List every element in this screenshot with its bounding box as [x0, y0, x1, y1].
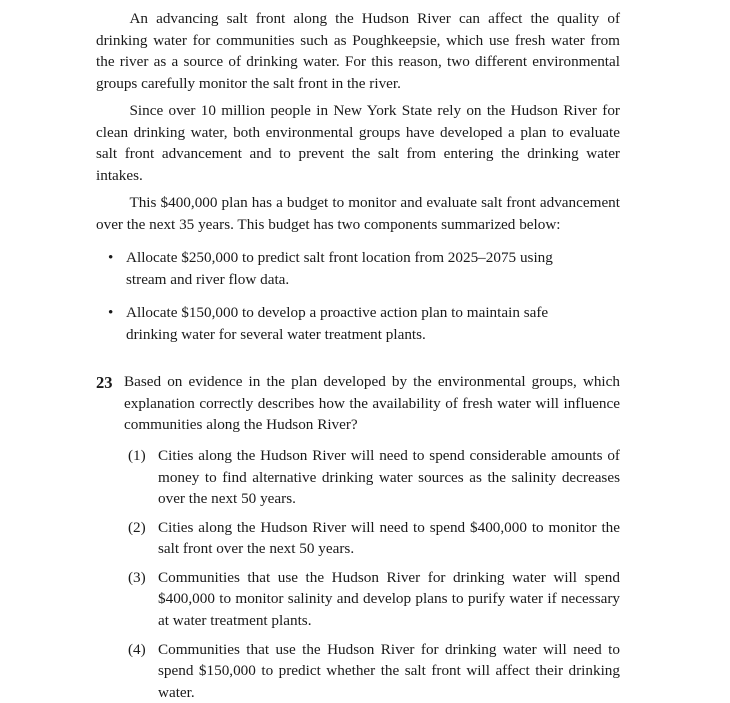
list-item [96, 247, 586, 290]
passage-paragraph-2: Since over 10 million people in New York State rely on the Hudson River for clean drinking water, both environmental groups have developed a plan to evaluate salt front advancement and to prevent the salt from entering the drinking water intakes. [96, 101, 620, 185]
choice-text: Communities that use the Hudson River for drinking water will need to spend $150,000 to predict whether the salt front will affect their drinking water. [158, 640, 620, 701]
choice-label: (4) [128, 640, 146, 658]
bullet-text: Allocate $150,000 to develop a proactive action plan to maintain safe drinking water for several water treatment plants. [126, 303, 549, 343]
answer-choice-4[interactable] [124, 639, 620, 703]
question-stem: Based on evidence in the plan developed by the environmental groups, which explanation correctly describes how the availability of fresh water will influence communities along the Hudson River? [124, 373, 620, 434]
answer-choice-2[interactable] [124, 517, 620, 560]
budget-bullet-list [96, 247, 620, 345]
choice-text: Cities along the Hudson River will need to spend considerable amounts of money to find alternative drinking water sources as the salinity decreases over the next 50 years. [158, 447, 620, 508]
bullet-icon: • [108, 249, 114, 267]
passage-paragraph-3: This $400,000 plan has a budget to monitor and evaluate salt front advancement over the next 35 years. This budget has two components summarized below: [96, 193, 620, 233]
bullet-text: Allocate $250,000 to predict salt front location from 2025–2075 using stream and river flow data. [126, 249, 553, 289]
passage-paragraph-1: An advancing salt front along the Hudson River can affect the quality of drinking water for communities such as Poughkeepsie, which use fresh water from the river as a source of drinking water. For this reason, two different environmental groups carefully monitor the salt front in the river. [96, 10, 620, 93]
choice-text: Cities along the Hudson River will need to spend $400,000 to monitor the salt front over the next 50 years. [158, 518, 620, 558]
bullet-icon: • [108, 303, 114, 321]
choice-label: (2) [128, 518, 146, 536]
choice-text: Communities that use the Hudson River for drinking water will spend $400,000 to monitor salinity and develop plans to purify water if necessary at water treatment plants. [158, 568, 620, 630]
answer-choice-list [124, 445, 620, 703]
list-item [96, 302, 586, 345]
answer-choice-1[interactable] [124, 445, 620, 510]
choice-label: (1) [128, 447, 146, 465]
question-block [96, 371, 620, 703]
choice-label: (3) [128, 568, 146, 586]
question-number: 23 [96, 373, 113, 393]
passage-text [96, 8, 620, 235]
answer-choice-3[interactable] [124, 567, 620, 632]
